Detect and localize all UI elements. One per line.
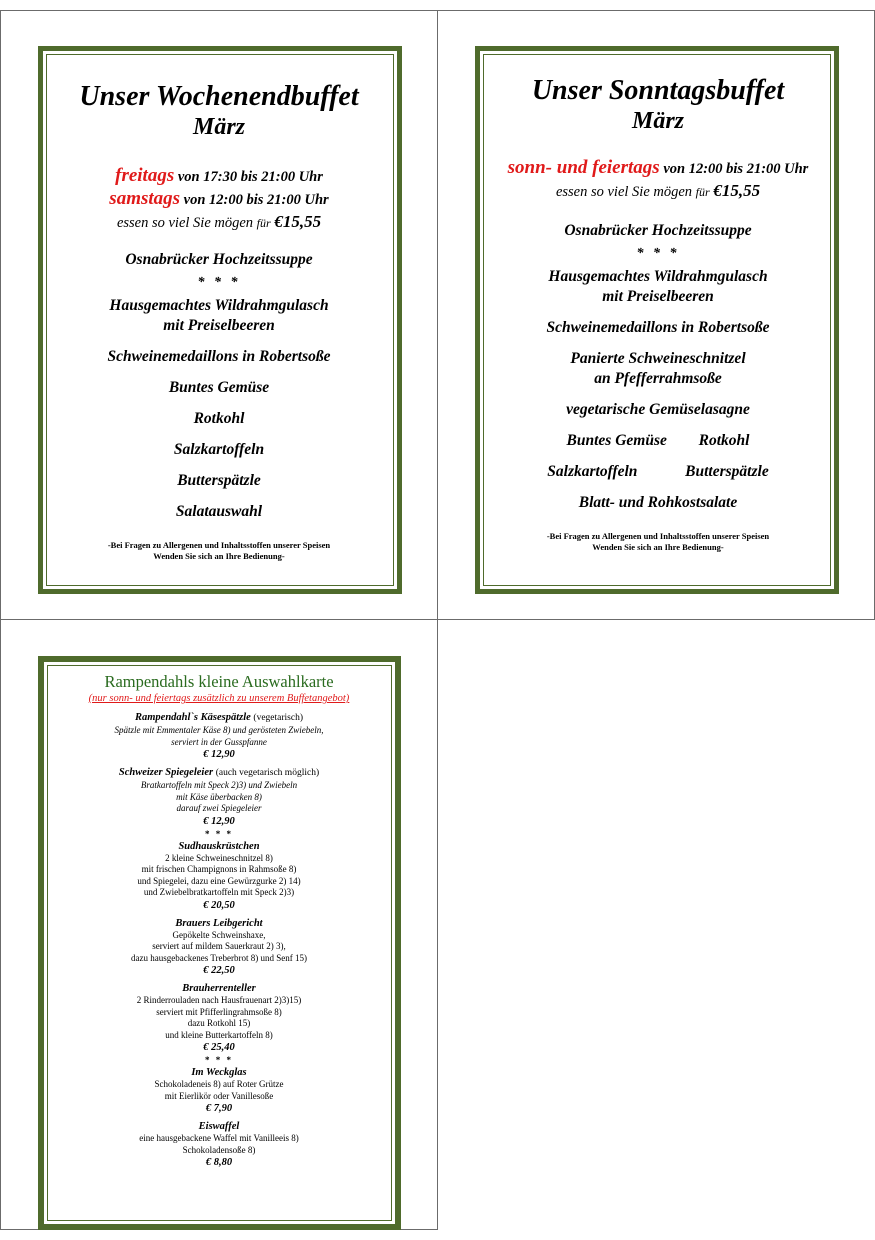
page-sunday-buffet: [437, 10, 875, 620]
day-times: von 12:00 bis 21:00 Uhr: [183, 192, 329, 208]
dish: Hausgemachtes Wildrahmgulasch: [109, 297, 329, 314]
small-menu-content: [41, 620, 397, 1229]
menu-title: Rampendahls kleine Auswahlkarte: [104, 672, 334, 691]
day-label: sonn- und feiertags: [507, 157, 660, 178]
menu-item-name: Eiswaffel: [198, 1121, 240, 1132]
menu-item-desc: 2 kleine Schweineschnitzel 8): [165, 852, 273, 863]
menu-item-name: Schweizer Spiegeleier (auch vegetarisch möglich): [118, 767, 320, 778]
menu-item-name: Im Weckglas: [191, 1067, 247, 1078]
schedule-sunday: [478, 157, 838, 180]
menu-item-desc: Gepökelte Schweinshaxe,: [172, 929, 266, 940]
day-times: von 17:30 bis 21:00 Uhr: [177, 169, 323, 185]
dish: Salzkartoffeln: [173, 441, 265, 458]
dish: Osnabrücker Hochzeitssuppe: [125, 251, 313, 268]
menu-item-desc: und Zwiebelbratkartoffeln mit Speck 2)3): [143, 887, 295, 897]
weekend-menu-content: [41, 11, 397, 619]
dish: Hausgemachtes Wildrahmgulasch: [548, 268, 768, 285]
dish: Schweinemedaillons in Robertsoße: [546, 319, 770, 336]
menu-item-name: Rampendahl`s Käsespätzle (vegetarisch): [134, 712, 304, 723]
separator-stars: * * *: [205, 828, 233, 839]
menu-item-desc: mit frischen Champignons in Rahmsoße 8): [141, 864, 297, 874]
buffet-price: €15,55: [274, 212, 322, 231]
day-times: von 12:00 bis 21:00 Uhr: [663, 161, 809, 177]
dish-pair: [478, 462, 838, 482]
menu-item-price: € 22,50: [203, 965, 235, 976]
menu-item-name: Brauers Leibgericht: [175, 917, 263, 929]
dish: mit Preiselbeeren: [602, 288, 714, 305]
dish: Schweinemedaillons in Robertsoße: [107, 348, 331, 365]
menu-item-desc: und Spiegelei, dazu eine Gewürzgurke 2) 14): [137, 875, 301, 886]
menu-item-desc: darauf zwei Spiegeleier: [176, 803, 262, 813]
menu-item-price: € 20,50: [203, 899, 235, 911]
menu-item-price: € 8,80: [205, 1157, 233, 1168]
menu-month: März: [192, 114, 246, 140]
dish: Rotkohl: [698, 432, 750, 449]
menu-item-price: € 12,90: [203, 749, 235, 760]
dish: Butterspätzle: [177, 472, 261, 489]
dish: Osnabrücker Hochzeitssuppe: [564, 222, 752, 239]
allergen-note: -Bei Fragen zu Allergenen und Inhaltsstoffen unserer Speisen: [107, 540, 331, 550]
menu-item-desc: serviert auf mildem Sauerkraut 2) 3),: [152, 941, 286, 951]
separator-stars: * * *: [205, 1055, 233, 1065]
menu-item-desc: eine hausgebackene Waffel mit Vanilleeis 8): [139, 1133, 299, 1143]
separator-stars: * * *: [636, 246, 680, 261]
dish: Salzkartoffeln: [547, 463, 638, 480]
menu-item-desc: Bratkartoffeln mit Speck 2)3) und Zwiebeln: [140, 780, 298, 790]
dish: Salatauswahl: [175, 503, 263, 520]
menu-item-desc: serviert mit Pfifferlingrahmsoße 8): [156, 1006, 282, 1017]
menu-title: Unser Sonntagsbuffet: [531, 75, 785, 106]
price-line: essen so viel Sie mögen für €15,55: [116, 212, 322, 231]
menu-subtitle: (nur sonn- und feiertags zusätzlich zu unserem Buffetangebot): [88, 693, 350, 704]
page-small-menu: [0, 619, 438, 1230]
dish: Panierte Schweineschnitzel: [570, 350, 746, 367]
menu-item-desc: mit Käse überbacken 8): [176, 791, 262, 802]
menu-title: Unser Wochenendbuffet: [79, 81, 359, 112]
menu-item-name: Sudhauskrüstchen: [178, 840, 260, 852]
page-weekend-buffet: [0, 10, 438, 620]
dish: Buntes Gemüse: [566, 432, 667, 449]
dish: an Pfefferrahmsoße: [594, 370, 722, 387]
allergen-note: -Bei Fragen zu Allergenen und Inhaltsstoffen unserer Speisen: [546, 531, 770, 541]
day-label: freitags: [115, 165, 175, 186]
day-label: samstags: [109, 188, 181, 209]
menu-item-price: € 7,90: [205, 1103, 233, 1114]
menu-item-desc: mit Eierlikör oder Vanillesoße: [164, 1090, 274, 1101]
menu-item-desc: dazu hausgebackenes Treberbrot 8) und Senf 15): [131, 952, 307, 963]
menu-month: März: [631, 108, 685, 134]
separator-stars: * * *: [197, 275, 241, 290]
dish-pair: [478, 431, 838, 451]
sunday-menu-content: [478, 11, 838, 619]
price-line: essen so viel Sie mögen für €15,55: [555, 181, 761, 200]
menu-item-desc: Spätzle mit Emmentaler Käse 8) und gerösteten Zwiebeln,: [114, 725, 324, 735]
menu-item-desc: serviert in der Gusspfanne: [171, 736, 267, 747]
dish: vegetarische Gemüselasagne: [566, 401, 750, 418]
dish: Rotkohl: [193, 410, 245, 427]
menu-item-desc: dazu Rotkohl 15): [187, 1018, 251, 1028]
dish: Blatt- und Rohkostsalate: [578, 494, 738, 511]
allergen-note: Wenden Sie sich an Ihre Bedienung-: [153, 551, 285, 561]
dish: mit Preiselbeeren: [163, 317, 275, 334]
dish: Butterspätzle: [685, 463, 769, 480]
menu-item-desc: 2 Rinderrouladen nach Hausfrauenart 2)3)15): [136, 995, 302, 1005]
buffet-price: €15,55: [713, 181, 761, 200]
schedule-friday: [41, 165, 397, 188]
menu-item-desc: und kleine Butterkartoffeln 8): [165, 1029, 273, 1040]
menu-item-price: € 25,40: [203, 1042, 235, 1053]
dish: Buntes Gemüse: [168, 379, 270, 396]
menu-item-price: € 12,90: [203, 815, 235, 827]
menu-item-name: Brauherrenteller: [182, 983, 256, 994]
allergen-note: Wenden Sie sich an Ihre Bedienung-: [592, 542, 724, 552]
schedule-saturday: [41, 188, 397, 211]
menu-item-desc: Schokoladensoße 8): [182, 1144, 256, 1155]
menu-item-desc: Schokoladeneis 8) auf Roter Grütze: [154, 1079, 284, 1089]
